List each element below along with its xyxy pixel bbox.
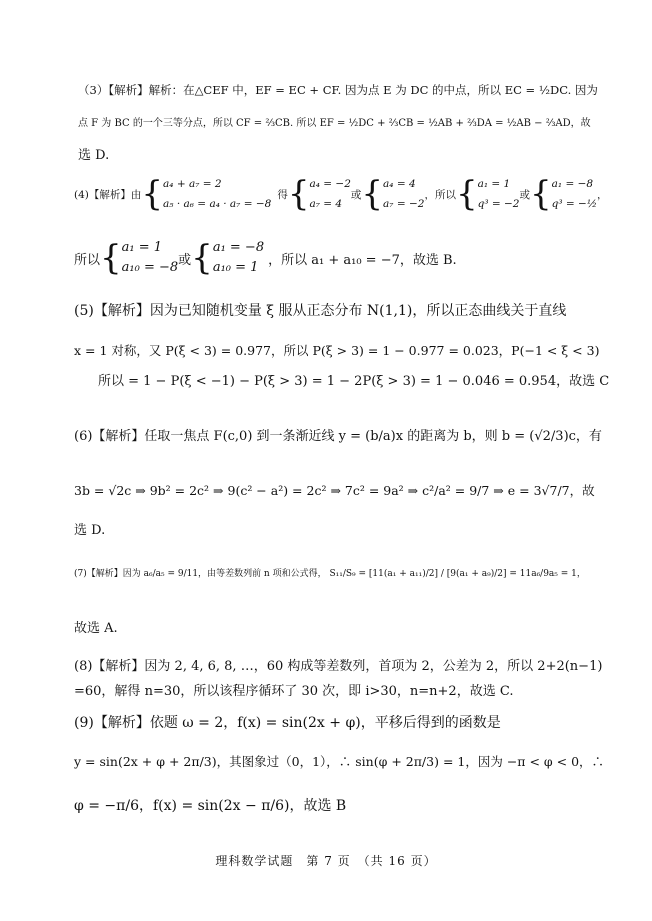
solution-7-lead: (7)【解析】因为 a₆/a₅ = 9/11，由等差数列前 n 项和公式得， — [74, 569, 327, 579]
solution-5-line-2: x = 1 对称，又 P(ξ < 3) = 0.977，所以 P(ξ > 3) = 1 − 0.977 = 0.023，P(−1 < ξ < 3) — [74, 343, 600, 358]
page-footer: 理科数学试题 第 7 页 （共 16 页） — [215, 854, 437, 868]
solution-3-line-2: 点 F 为 BC 的一个三等分点，所以 CF = ⅔CB. 所以 EF = ½DC + ⅔CB = ½AB + ⅔DA = ½AB − ⅔AD，故 — [78, 118, 591, 129]
solution-6-line-1: (6)【解析】任取一焦点 F(c,0) 到一条渐近线 y = (b/a)x 的距离为 b，则 b = (√2/3)c，有 — [74, 429, 602, 444]
solution-4-system-3: a₄ = 4 a₇ = −2 — [383, 178, 425, 210]
solution-9-line-3: φ = −π/6，f(x) = sin(2x − π/6)，故选 B — [74, 798, 347, 814]
solution-9-line-2: y = sin(2x + φ + 2π/3)，其图象过（0，1），∴ sin(φ + 2π/3) = 1，因为 −π < φ < 0，∴ — [74, 754, 605, 769]
solution-9-line-1: (9)【解析】依题 ω = 2，f(x) = sin(2x + φ)，平移后得到的函数是 — [74, 715, 501, 731]
solution-5-line-3: 所以 = 1 − P(ξ < −1) − P(ξ > 3) = 1 − 2P(ξ > 3) = 1 − 0.046 = 0.954，故选 C — [98, 374, 610, 389]
solution-4-system-4: a₁ = 1 q³ = −2 — [477, 178, 520, 210]
solution-4-system-2: a₄ = −2 a₇ = 4 — [309, 178, 351, 210]
solution-6-line-3: 选 D. — [74, 523, 106, 538]
solution-4-system-1: a₄ + a₇ = 2 a₅ · a₆ = a₄ · a₇ = −8 — [163, 178, 272, 210]
solution-3-line-1: （3）【解析】解析：在△CEF 中，EF = EC + CF. 因为点 E 为 DC 的中点，所以 EC = ½DC. 因为 — [78, 83, 598, 97]
solution-4-lead: (4)【解析】由 — [74, 188, 142, 201]
solution-6-line-2: 3b = √2c ⇒ 9b² = 2c² ⇒ 9(c² − a²) = 2c² ⇒ 7c² = 9a² ⇒ c²/a² = 9/7 ⇒ e = 3√7/7，故 — [74, 483, 595, 498]
solution-4-system-7: a₁ = −8 a₁₀ = 1 — [212, 240, 265, 275]
solution-4-row-2: 所以 { a₁ = 1 a₁₀ = −8 或 { a₁ = −8 a₁₀ = 1 ，所以 a₁ + a₁₀ = −7，故选 B. — [74, 238, 457, 278]
solution-4-system-5: a₁ = −8 q³ = −½ — [551, 178, 598, 210]
solution-3-line-3: 选 D. — [78, 148, 110, 163]
solution-4-row-1: (4)【解析】由 { a₄ + a₇ = 2 a₅ · a₆ = a₄ · a₇ = −8 得 { a₄ = −2 a₇ = 4 或 { a₄ = 4 a₇ = −2 ，所以 { a₁ = 1 q³ = −2 或 { a₁ = −8 q³ = −½ ， — [74, 174, 608, 214]
solution-7-line-2: 故选 A. — [74, 621, 118, 636]
solution-4-system-6: a₁ = 1 a₁₀ = −8 — [121, 240, 179, 275]
solution-7-formula: S₁₁/S₉ = [11(a₁ + a₁₁)/2] / [9(a₁ + a₉)/2] = 11a₆/9a₅ = 1， — [329, 569, 586, 579]
solution-7-line-1 — [74, 566, 586, 579]
solution-8-line-2: =60，解得 n=30，所以该程序循环了 30 次，即 i>30，n=n+2，故选 C. — [74, 684, 514, 699]
solution-8-line-1: (8)【解析】因为 2, 4, 6, 8, …，60 构成等差数列，首项为 2，公差为 2，所以 2+2(n−1) — [74, 659, 603, 674]
solution-5-line-1: (5)【解析】因为已知随机变量 ξ 服从正态分布 N(1,1)，所以正态曲线关于直线 — [74, 303, 567, 319]
